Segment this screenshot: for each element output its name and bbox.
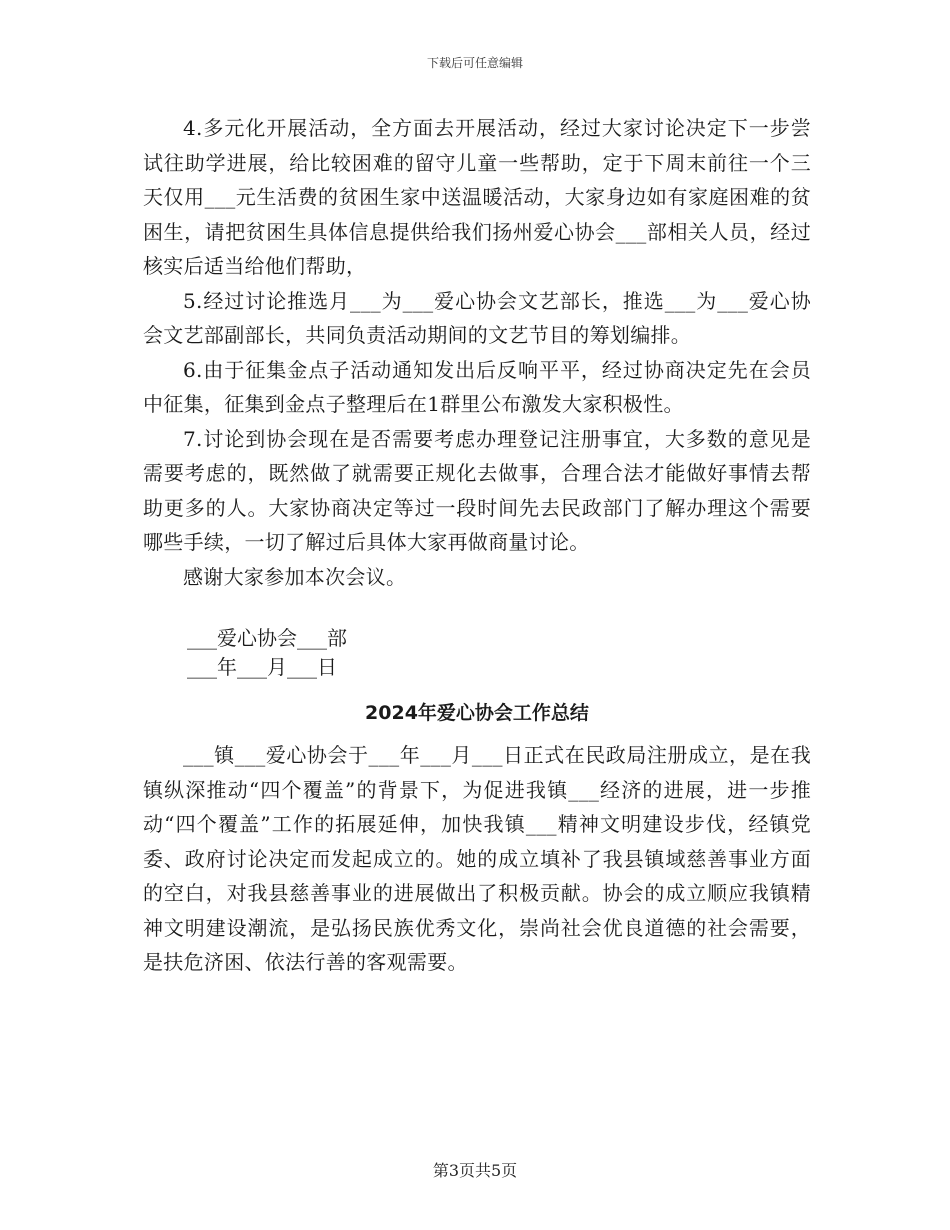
paragraph-item-6: 6.由于征集金点子活动通知发出后反响平平，经过协商决定先在会员中征集，征集到金点子整理后在1群里公布激发大家积极性。 (143, 357, 811, 416)
spacer (143, 594, 811, 624)
signature-date: ___年___月___日 (187, 655, 337, 679)
paragraph-item-4: 4.多元化开展活动，全方面去开展活动，经过大家讨论决定下一步尝试往助学进展，给比较困难的留守儿童一些帮助，定于下周末前往一个三天仅用___元生活费的贫困生家中送温暖活动，大家身边如有家庭困难的贫困生，请把贫困生具体信息提供给我们扬州爱心协会___部相关人员，经过核实后适当给他们帮助， (143, 116, 811, 278)
document-body (143, 111, 811, 980)
paragraph-item-7: 7.讨论到协会现在是否需要考虑办理登记注册事宜，大多数的意见是需要考虑的，既然做了就需要正规化去做事，合理合法才能做好事情去帮助更多的人。大家协商决定等过一段时间先去民政部门了解办理这个需要哪些手续，一切了解过后具体大家再做商量讨论。 (143, 426, 811, 554)
page-header: 下载后可任意编辑 (426, 56, 523, 70)
paragraph-item-5: 5.经过讨论推选月___为___爱心协会文艺部长，推选___为___爱心协会文艺部副部长，共同负责活动期间的文艺节目的筹划编排。 (143, 288, 811, 347)
page-footer: 第3页共5页 (432, 1161, 518, 1180)
section-title: 2024年爱心协会工作总结 (365, 702, 589, 724)
summary-paragraph: ___镇___爱心协会于___年___月___日正式在民政局注册成立，是在我镇纵深推动“四个覆盖”的背景下，为促进我镇___经济的进展，进一步推动“四个覆盖”工作的拓展延伸，加快我镇___精神文明建设步伐，经镇党委、政府讨论决定而发起成立的。她的成立填补了我县镇域慈善事业方面的空白，对我县慈善事业的进展做出了积极贡献。协会的成立顺应我镇精神文明建设潮流，是弘扬民族优秀文化，崇尚社会优良道德的社会需要，是扶危济困、依法行善的客观需要。 (143, 743, 811, 974)
closing-thanks: 感谢大家参加本次会议。 (183, 564, 407, 589)
signature-org: ___爱心协会___部 (187, 626, 347, 650)
